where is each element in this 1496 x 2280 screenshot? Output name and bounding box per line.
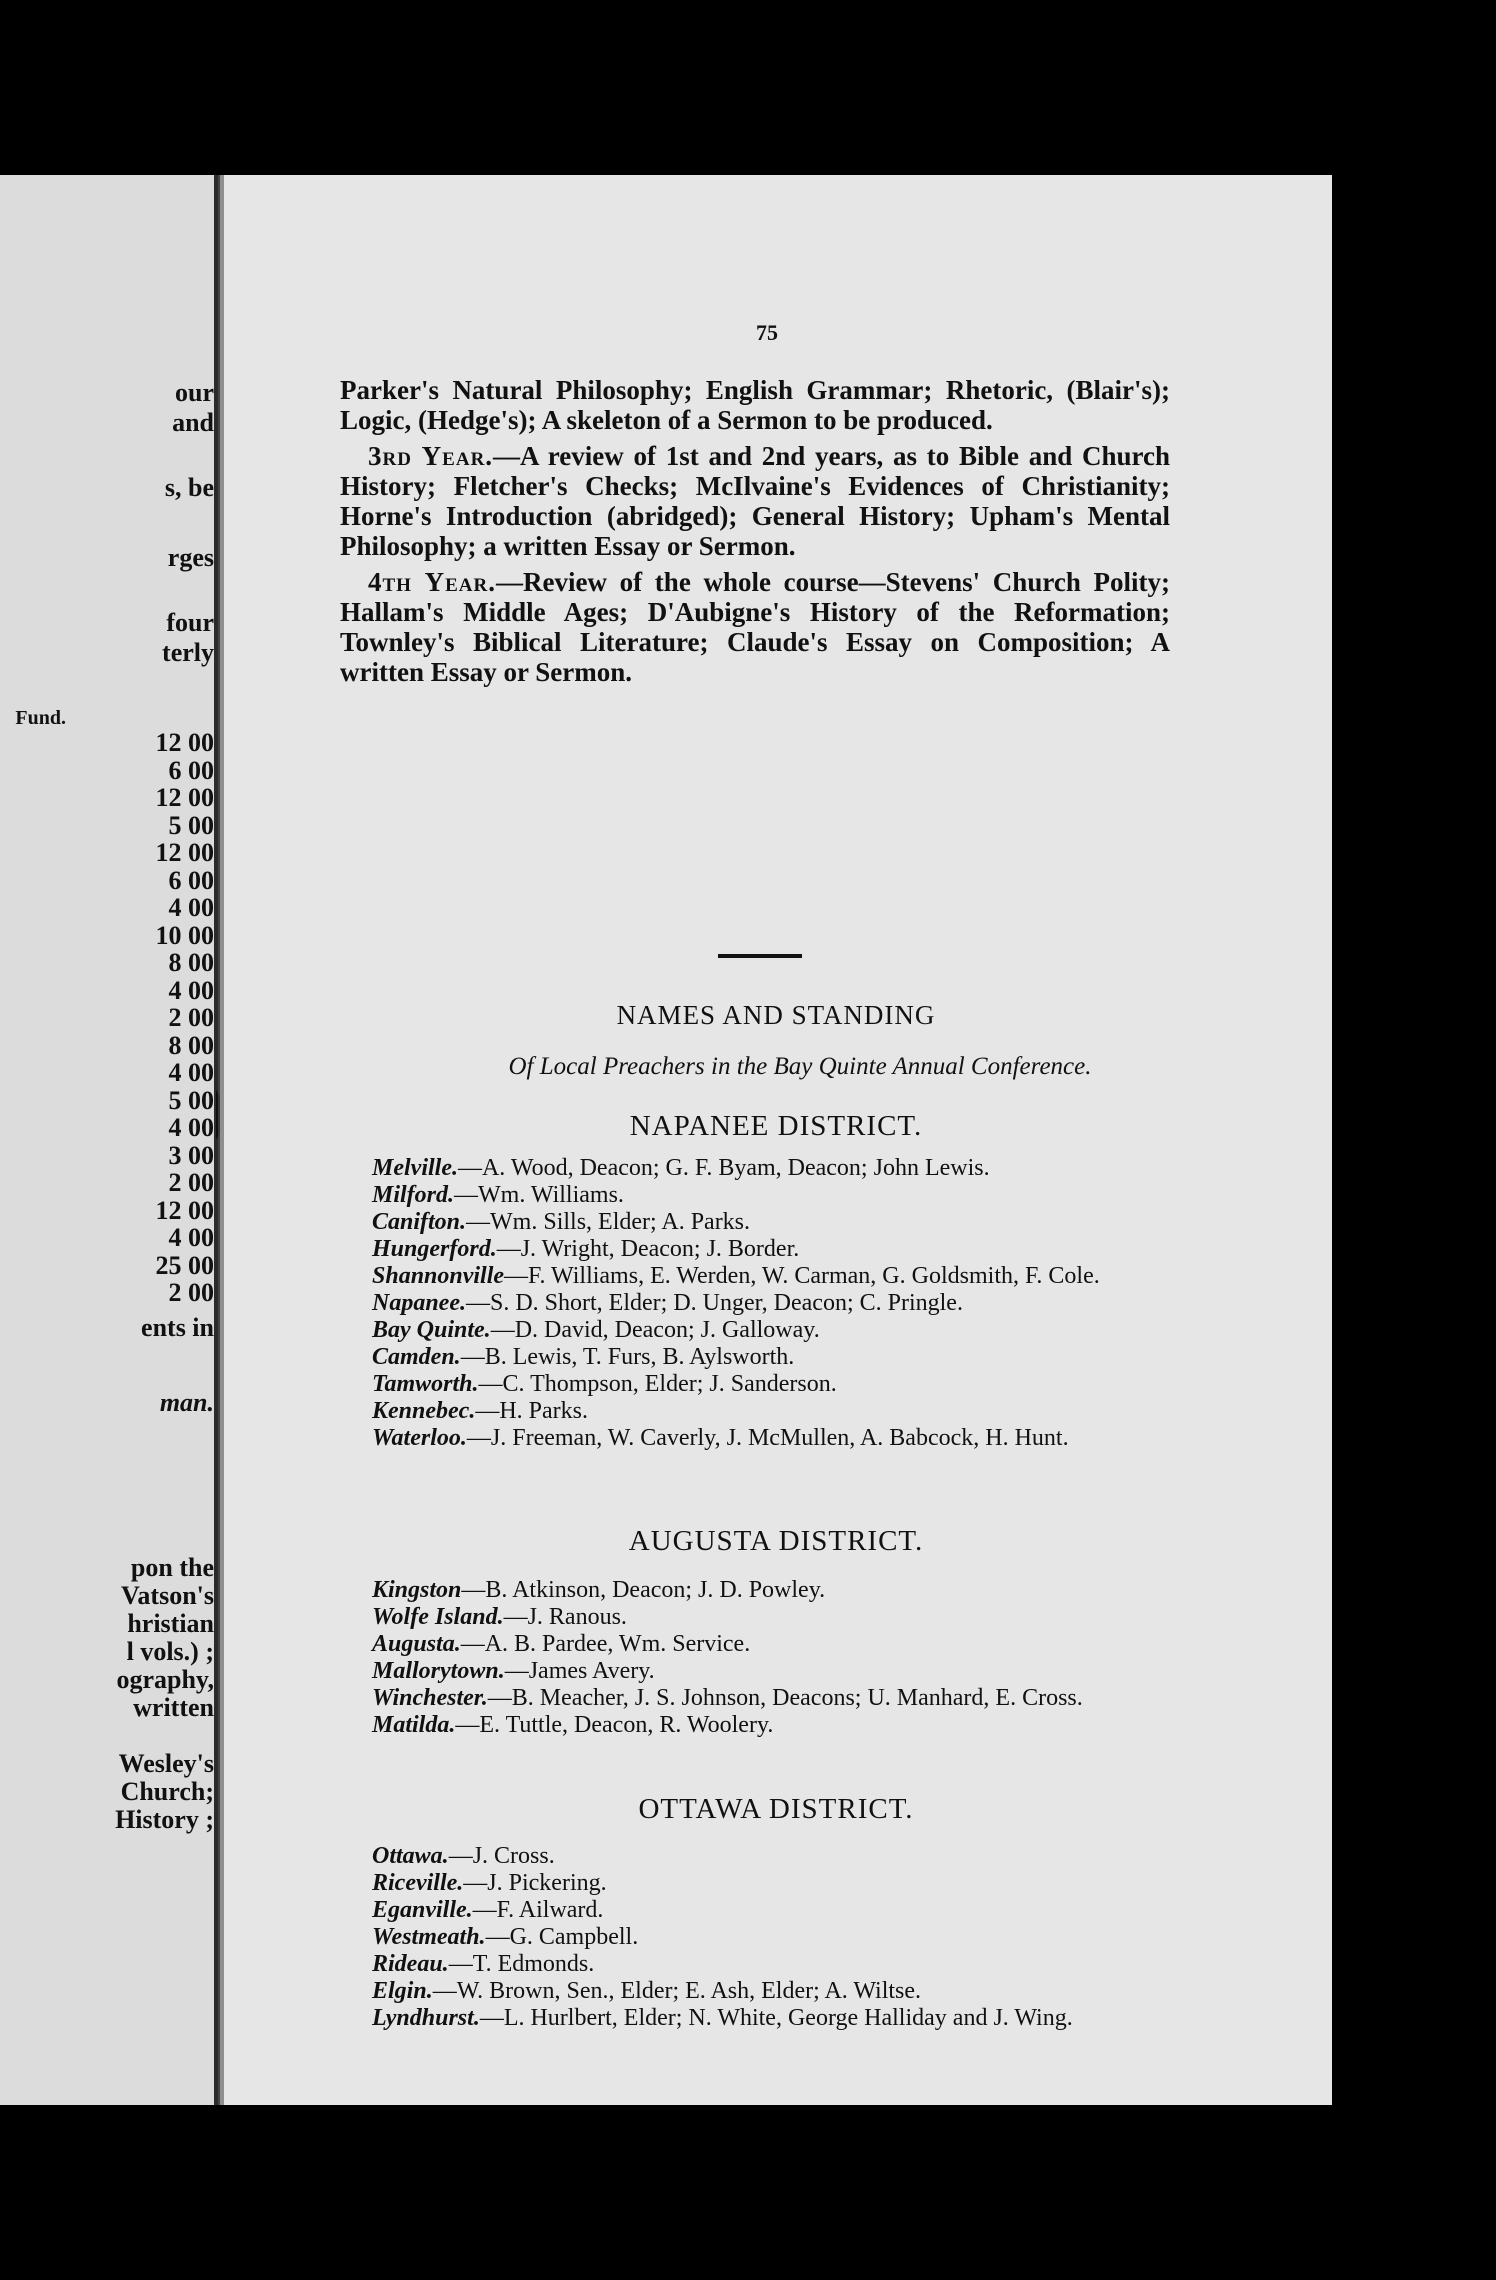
circuit-name: Mallorytown. [372,1658,505,1684]
circuit-name: Ottawa. [372,1843,449,1869]
preacher-entry [338,1712,1188,1738]
fund-value: 12 00 [155,783,214,812]
district-heading: NAPANEE DISTRICT. [629,1110,923,1142]
left-fragment-text: and [172,408,214,437]
circuit-name: Augusta. [372,1631,461,1657]
left-fragment-text: s, be [164,473,214,502]
left-fragment-text: rges [167,543,214,572]
fourth-year-paragraph [340,567,1170,687]
left-fragment-text: pon the [130,1553,214,1582]
circuit-name: Camden. [372,1344,461,1370]
fund-value: 4 00 [168,1113,214,1142]
left-page-fragment [0,175,214,2105]
circuit-name: Riceville. [372,1870,464,1896]
names-subheading: Of Local Preachers in the Bay Quinte Annual Conference. [508,1053,1092,1080]
district-heading: OTTAWA DISTRICT. [638,1793,914,1825]
fund-value: 12 00 [155,728,214,757]
course-text-block [340,375,1170,687]
preacher-entry [338,1978,1188,2004]
third-year-paragraph [340,441,1170,561]
fund-value: 12 00 [155,838,214,867]
circuit-name: Melville. [372,1155,458,1181]
left-fragment-text: Church; [120,1777,214,1806]
fund-value: 6 00 [168,755,214,785]
preacher-entry [338,1685,1188,1711]
left-fragment-text: ography, [116,1665,214,1694]
preacher-entry [338,1577,1188,1603]
augusta-district-list [338,1577,1188,1739]
left-fragment-text: written [133,1693,214,1722]
preacher-entry [338,1290,1188,1316]
left-fragment-text: l vols.) ; [126,1637,214,1666]
preacher-names: —C. Thompson, Elder; J. Sanderson. [478,1371,837,1397]
preacher-entry [338,1870,1188,1896]
preacher-entry [338,1843,1188,1869]
preacher-entry [338,1317,1188,1343]
preacher-names: —J. Ranous. [503,1604,627,1630]
preacher-names: —F. Williams, E. Werden, W. Carman, G. Goldsmith, F. Cole. [504,1263,1100,1289]
circuit-name: Milford. [372,1182,455,1208]
preacher-names: —B. Atkinson, Deacon; J. D. Powley. [461,1577,826,1603]
fund-value: 4 00 [168,975,214,1005]
preacher-names: —J. Pickering. [463,1870,607,1896]
left-fragment-text: ents in [141,1313,214,1342]
fund-value: 12 00 [155,1195,214,1225]
circuit-name: Lyndhurst. [372,2005,480,2031]
circuit-name: Shannonville [372,1263,505,1289]
preacher-names: —Wm. Sills, Elder; A. Parks. [466,1209,751,1235]
names-heading: NAMES AND STANDING [616,1000,936,1030]
year-text: —A review of 1st and 2nd years, as to Bible and Church History; Fletcher's Checks; McIlvaine's Evidences of Christianity; Horne's Introduction (abridged); General History; Upham's Mental Philosophy; a written Essay or Sermon. [340,441,1170,561]
preacher-names: —G. Campbell. [485,1924,639,1950]
circuit-name: Kennebec. [372,1398,476,1424]
circuit-name: Tamworth. [372,1371,479,1397]
fund-value: 10 00 [155,920,214,950]
left-fragment-text: our [175,378,214,407]
fund-column-header: Fund. [15,707,66,729]
circuit-name: Westmeath. [372,1924,486,1950]
fund-value: 2 00 [168,1278,214,1307]
intro-paragraph: Parker's Natural Philosophy; English Grammar; Rhetoric, (Blair's); Logic, (Hedge's); A skeleton of a Sermon to be produced. [340,375,1170,435]
preacher-names: —A. Wood, Deacon; G. F. Byam, Deacon; John Lewis. [457,1155,990,1181]
preacher-names: —S. D. Short, Elder; D. Unger, Deacon; C. Pringle. [465,1290,963,1316]
preacher-entry [338,1924,1188,1950]
fund-value: 25 00 [155,1250,214,1280]
preacher-entry [338,1897,1188,1923]
preacher-names: —A. B. Pardee, Wm. Service. [460,1631,751,1657]
year-label: 3rd Year. [368,441,494,471]
left-fragment-text: man. [159,1388,214,1417]
preacher-names: —T. Edmonds. [448,1951,595,1977]
fund-value: 4 00 [168,1058,214,1087]
section-divider [718,954,802,958]
circuit-name: Kingston [372,1577,462,1603]
fund-value: 4 00 [168,893,214,922]
fund-value: 8 00 [168,948,214,977]
preacher-names: —J. Wright, Deacon; J. Border. [496,1236,800,1262]
preacher-entry [338,1425,1188,1451]
left-fragment-text: terly [162,638,214,667]
preacher-entry [338,1371,1188,1397]
preacher-entry [338,1263,1188,1289]
fund-value: 5 00 [168,810,214,840]
circuit-name: Matilda. [372,1712,456,1738]
preacher-entry [338,1398,1188,1424]
preacher-names: —B. Lewis, T. Furs, B. Aylsworth. [460,1344,795,1370]
fund-value: 6 00 [168,865,214,895]
fund-value: 8 00 [168,1030,214,1060]
preacher-entry [338,1951,1188,1977]
district-heading: AUGUSTA DISTRICT. [628,1525,924,1557]
napanee-district-list [338,1155,1188,1452]
left-fragment-text: Wesley's [118,1749,214,1778]
fund-value: 2 00 [168,1168,214,1197]
preacher-names: —L. Hurlbert, Elder; N. White, George Halliday and J. Wing. [479,2005,1073,2031]
preacher-entry [338,1604,1188,1630]
preacher-entry [338,1344,1188,1370]
circuit-name: Napanee. [372,1290,466,1316]
left-fragment-text: hristian [127,1609,214,1638]
preacher-entry [338,1236,1188,1262]
circuit-name: Wolfe Island. [372,1604,504,1630]
preacher-names: —J. Freeman, W. Caverly, J. McMullen, A. Babcock, H. Hunt. [466,1425,1069,1451]
left-fragment-text: four [166,608,214,637]
circuit-name: Eganville. [372,1897,473,1923]
circuit-name: Elgin. [372,1978,433,2004]
circuit-name: Canifton. [372,1209,467,1235]
preacher-names: —H. Parks. [475,1398,588,1424]
preacher-names: —B. Meacher, J. S. Johnson, Deacons; U. Manhard, E. Cross. [487,1685,1083,1711]
circuit-name: Rideau. [372,1951,449,1977]
fund-value: 4 00 [168,1223,214,1252]
preacher-names: —Wm. Williams. [454,1182,624,1208]
preacher-entry [338,1658,1188,1684]
left-fragment-text: History ; [115,1805,214,1834]
preacher-entry [338,1209,1188,1235]
fund-value: 2 00 [168,1003,214,1032]
preacher-names: —E. Tuttle, Deacon, R. Woolery. [455,1712,774,1738]
preacher-entry [338,1631,1188,1657]
preacher-names: —J. Cross. [448,1843,555,1869]
circuit-name: Winchester. [372,1685,488,1711]
circuit-name: Bay Quinte. [372,1317,491,1343]
year-text: —Review of the whole course—Stevens' Church Polity; Hallam's Middle Ages; D'Aubigne's History of the Reformation; Townley's Biblical Literature; Claude's Essay on Composition; A written Essay or Sermon. [340,567,1170,687]
ottawa-district-list [338,1843,1188,2032]
fund-value: 3 00 [168,1140,214,1170]
year-label: 4th Year. [368,567,496,597]
circuit-name: Waterloo. [372,1425,467,1451]
fund-value: 5 00 [168,1085,214,1115]
preacher-entry [338,1155,1188,1181]
circuit-name: Hungerford. [372,1236,497,1262]
preacher-entry [338,1182,1188,1208]
right-page [220,175,1332,2105]
preacher-names: —D. David, Deacon; J. Galloway. [490,1317,820,1343]
left-fragment-text: Vatson's [121,1581,214,1610]
page-number: 75 [756,320,778,345]
preacher-names: —W. Brown, Sen., Elder; E. Ash, Elder; A. Wiltse. [432,1978,922,2004]
preacher-names: —James Avery. [504,1658,655,1684]
preacher-entry [338,2005,1188,2031]
preacher-names: —F. Ailward. [472,1897,604,1923]
